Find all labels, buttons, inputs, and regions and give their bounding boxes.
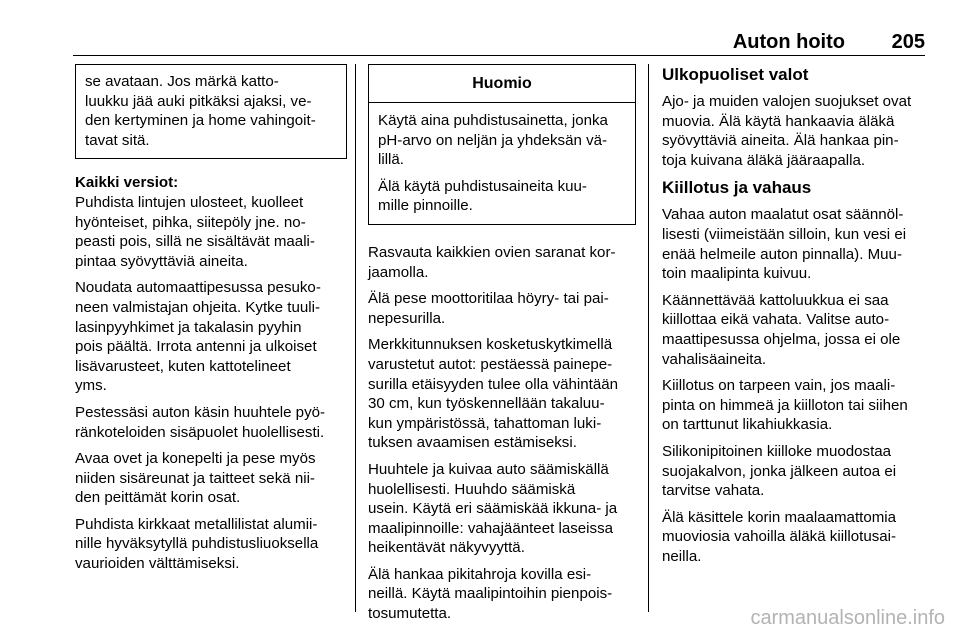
watermark: carmanualsonline.info xyxy=(750,607,945,629)
paragraph: Rasvauta kaikkien ovien saranat kor- jaamolla. xyxy=(368,243,616,281)
paragraph: Merkkitunnuksen kosketuskytkimellä varustetut autot: pestäessä painepe- surilla etäisyyden tulee olla vähintään 30 cm, kun työskennellään takaluu- kun ympäristössä, tahattoman luki- tuksen avaamisen estämiseksi. xyxy=(368,336,619,452)
paragraph: Älä hankaa pikitahroja kovilla esi- neillä. Käytä maalipintoihin pienpois- tosumutetta. xyxy=(368,565,613,623)
subheading-all-versions: Kaikki versiot: xyxy=(75,174,179,192)
paragraph: Pestessäsi auton käsin huuhtele pyö- ränkoteloiden sisäpuolet huolellisesti. xyxy=(75,403,326,441)
column-right xyxy=(662,64,937,573)
column-divider-left xyxy=(355,64,356,612)
continued-warning-box xyxy=(75,64,347,159)
paragraph: Vahaa auton maalatut osat säännöl- lisesti (viimeistään silloin, kun vesi ei enää helmeile auton pinnalla). Muu- toin maalipinta kuivuu. xyxy=(662,206,907,283)
paragraph: Silikonipitoinen kiilloke muodostaa suojakalvon, jonka jälkeen autoa ei tarvitse vahata. xyxy=(662,442,897,500)
caution-text: Käytä aina puhdistusainetta, jonka pH-arvo on neljän ja yhdeksän vä- lillä. xyxy=(378,112,608,169)
paragraph: Älä pese moottoritilaa höyry- tai pai- nepesurilla. xyxy=(368,290,609,327)
column-divider-right xyxy=(648,64,649,612)
warning-box-text: se avataan. Jos märkä katto- luukku jää auki pitkäksi ajaksi, ve- den kertyminen ja home vahingoit- tavat sitä. xyxy=(85,73,316,149)
caution-body xyxy=(369,103,635,224)
heading-exterior-lights: Ulkopuoliset valot xyxy=(662,65,809,84)
caution-title: Huomio xyxy=(369,65,635,103)
paragraph: Puhdista kirkkaat metallilistat alumii- nille hyväksytyllä puhdistusliuoksella vaurioiden välttämiseksi. xyxy=(75,515,319,573)
paragraph: Käännettävää kattoluukkua ei saa kiillottaa eikä vahata. Valitse auto- maattipesussa ohjelma, jossa ei ole vahalisäaineita. xyxy=(662,291,901,368)
caution-box xyxy=(368,64,636,225)
section-title: Auton hoito xyxy=(732,31,845,53)
heading-polishing-waxing: Kiillotus ja vahaus xyxy=(662,178,812,198)
paragraph: Avaa ovet ja konepelti ja pese myös niiden sisäreunat ja taitteet sekä nii- den peittämät korin osat. xyxy=(75,450,316,507)
column-middle xyxy=(368,64,636,631)
header-rule xyxy=(73,55,925,56)
caution-text: Älä käytä puhdistusaineita kuu- mille pinnoille. xyxy=(378,177,587,215)
paragraph: Puhdista lintujen ulosteet, kuolleet hyönteiset, pihka, siitepöly jne. no- peasti pois, sillä ne sisältävät maali- pintaa syövyttäviä aineita. xyxy=(75,193,315,270)
page-header xyxy=(73,30,925,54)
paragraph: Ajo- ja muiden valojen suojukset ovat muovia. Älä käytä hankaavia äläkä syövyttäviä aineita. Älä hankaa pin- toja kuivana äläkä jääraapalla. xyxy=(662,93,912,169)
paragraph: Kiillotus on tarpeen vain, jos maali- pinta on himmeä ja kiilloton tai siihen on tarttunut likahiukkasia. xyxy=(662,377,908,434)
paragraph: Älä käsittele korin maalaamattomia muoviosia vahoilla äläkä kiillotusai- neilla. xyxy=(662,508,897,565)
page-number: 205 xyxy=(891,31,925,53)
column-left xyxy=(75,64,347,581)
paragraph: Huuhtele ja kuivaa auto säämiskällä huolellisesti. Huuhdo säämiskä usein. Käytä eri säämiskää ikkuna- ja maalipinnoille: vahajäänteet laseissa heikentävät näkyvyyttä. xyxy=(368,460,618,557)
paragraph: Noudata automaattipesussa pesuko- neen valmistajan ohjeita. Kytke tuuli- lasinpyyhkimet ja takalasin pyyhin pois päältä. Irrota antenni ja ulkoiset lisävarusteet, kuten kattotelineet yms. xyxy=(75,279,321,395)
